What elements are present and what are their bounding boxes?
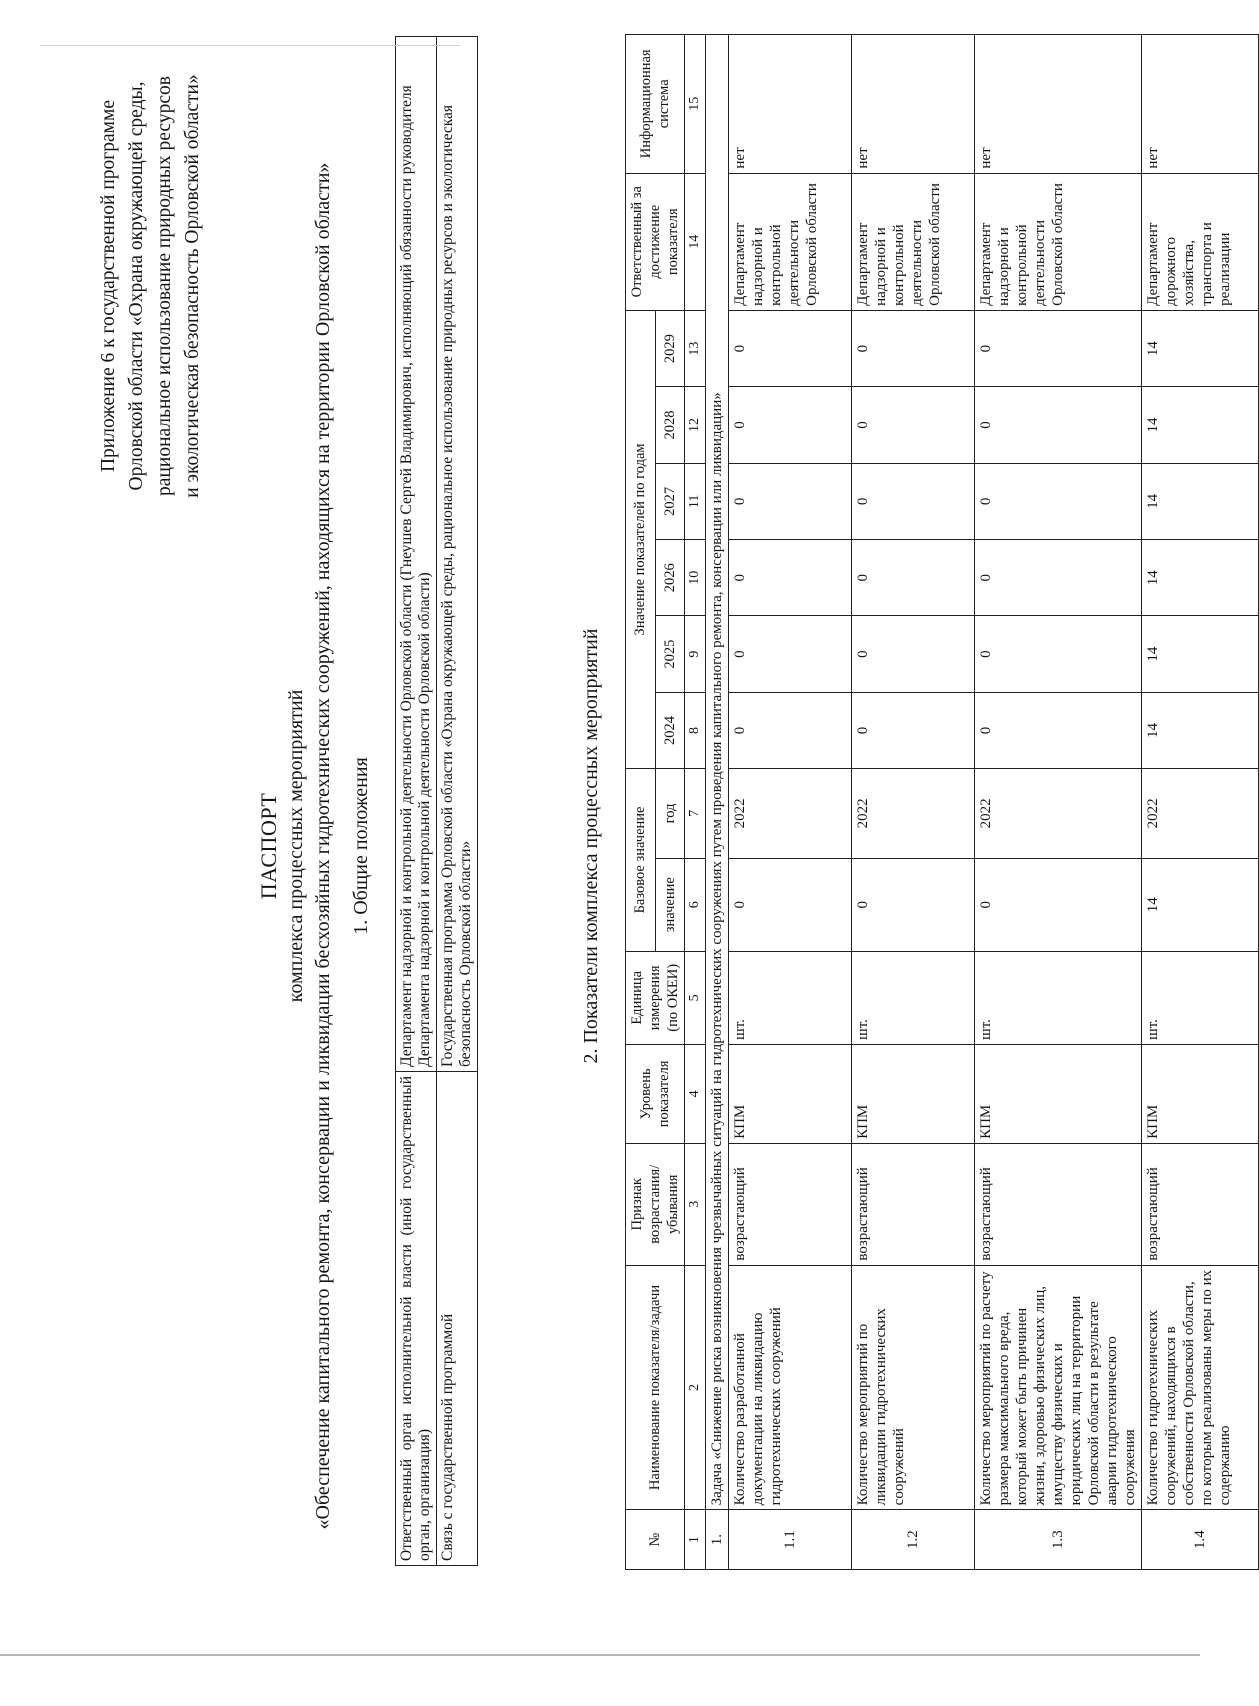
row-value: 0: [729, 310, 852, 386]
header-base-year: год: [655, 769, 685, 859]
row-info: нет: [975, 35, 1142, 174]
header-year: 2024: [655, 692, 685, 768]
column-index: 11: [685, 463, 706, 539]
row-value: 0: [852, 692, 975, 768]
general-info-table: [395, 36, 478, 1566]
section1-title: 1. Общие положения: [350, 757, 372, 935]
header-base: Базовое значение: [626, 769, 656, 952]
general-info-value: Департамент надзорной и контрольной деятельности Орловской области (Гнеушев Сергей Владимирович, исполняющий обязанности руководителя Департамента надзорной и контрольной деятельности Орловской области): [396, 37, 437, 1072]
row-value: 0: [852, 387, 975, 463]
row-value: 0: [975, 540, 1142, 616]
row-value: 0: [852, 463, 975, 539]
section2-title: 2. Показатели комплекса процессных мероприятий: [580, 628, 602, 1064]
indicators-table: [625, 34, 1259, 1570]
general-info-row: [437, 37, 478, 1566]
row-value: 0: [729, 616, 852, 692]
row-name: Количество мероприятий по ликвидации гидротехнических сооружений: [852, 1265, 975, 1510]
row-sign: возрастающий: [729, 1143, 852, 1265]
column-index: 2: [685, 1265, 706, 1510]
appendix-line: и экологическая безопасность Орловской области»: [182, 74, 203, 498]
row-name: Количество разработанной документации на ликвидацию гидротехнических сооружений: [729, 1265, 852, 1510]
row-unit: шт.: [852, 951, 975, 1044]
header-row: [626, 35, 656, 1570]
header-unit: Единица измерения (по ОКЕИ): [626, 951, 685, 1044]
column-index: 3: [685, 1143, 706, 1265]
row-num: 1.1: [729, 1510, 852, 1570]
document-page: [0, 26, 1233, 1666]
header-year: 2026: [655, 540, 685, 616]
row-value: 0: [975, 616, 1142, 692]
header-responsible: Ответственный за достижение показателя: [626, 173, 685, 310]
row-base-year: 2022: [852, 769, 975, 859]
column-index: 5: [685, 951, 706, 1044]
document-title: ПАСПОРТ: [256, 792, 281, 900]
task-text: Задача «Снижение риска возникновения чрезвычайных ситуаций на гидротехнических сооружениях путем проведения капитального ремонта, консервации или ликвидации»: [706, 35, 729, 1510]
row-info: нет: [852, 35, 975, 174]
row-sign: возрастающий: [852, 1143, 975, 1265]
general-info-label: Ответственный орган исполнительной власти (иной государственный орган, организация): [396, 1072, 437, 1566]
column-index-row: [685, 35, 706, 1570]
row-base-value: 14: [1142, 858, 1259, 951]
row-value: 0: [729, 540, 852, 616]
row-value: 14: [1142, 310, 1259, 386]
row-value: 0: [975, 692, 1142, 768]
row-responsible: Департамент дорожного хозяйства, транспорта и реализации: [1142, 173, 1259, 310]
header-base-value: значение: [655, 858, 685, 951]
header-year: 2027: [655, 463, 685, 539]
row-base-year: 2022: [729, 769, 852, 859]
row-info: нет: [729, 35, 852, 174]
row-base-year: 2022: [975, 769, 1142, 859]
row-level: КПМ: [852, 1044, 975, 1143]
row-value: 0: [852, 310, 975, 386]
row-value: 0: [729, 463, 852, 539]
row-value: 0: [975, 387, 1142, 463]
row-unit: шт.: [1142, 951, 1259, 1044]
row-level: КПМ: [975, 1044, 1142, 1143]
header-level: Уровень показателя: [626, 1044, 685, 1143]
row-level: КПМ: [1142, 1044, 1259, 1143]
column-index: 14: [685, 173, 706, 310]
general-info-value: Государственная программа Орловской области «Охрана окружающей среды, рациональное использование природных ресурсов и экологическая безопасность Орловской области»: [437, 37, 478, 1072]
header-year: 2028: [655, 387, 685, 463]
table-row: [852, 35, 975, 1570]
column-index: 8: [685, 692, 706, 768]
row-name: Количество гидротехнических сооружений, находящихся в собственности Орловской области, по которым реализованы меры по их содержанию: [1142, 1265, 1259, 1510]
row-unit: шт.: [729, 951, 852, 1044]
complex-name: «Обеспечение капитального ремонта, консервации и ликвидации бесхозяйных гидротехнических сооружений, находящихся на территории Орловской области»: [312, 162, 334, 1530]
column-index: 4: [685, 1044, 706, 1143]
column-index: 10: [685, 540, 706, 616]
column-index: 1: [685, 1510, 706, 1570]
appendix-line: рациональное использование природных ресурсов: [154, 76, 175, 496]
row-responsible: Департамент надзорной и контрольной деятельности Орловской области: [729, 173, 852, 310]
document-subtitle: комплекса процессных мероприятий: [285, 689, 307, 1003]
row-sign: возрастающий: [1142, 1143, 1259, 1265]
row-base-value: 0: [852, 858, 975, 951]
row-value: 0: [975, 463, 1142, 539]
header-name: Наименование показателя/задачи: [626, 1265, 685, 1510]
row-value: 14: [1142, 540, 1259, 616]
row-value: 0: [729, 692, 852, 768]
row-base-year: 2022: [1142, 769, 1259, 859]
title-block: [255, 26, 337, 1666]
table-row: [975, 35, 1142, 1570]
column-index: 9: [685, 616, 706, 692]
row-num: 1.4: [1142, 1510, 1259, 1570]
header-info: Информационная система: [626, 35, 685, 174]
column-index: 15: [685, 35, 706, 174]
header-year: 2025: [655, 616, 685, 692]
column-index: 6: [685, 858, 706, 951]
row-responsible: Департамент надзорной и контрольной деятельности Орловской области: [852, 173, 975, 310]
general-info-label: Связь с государственной программой: [437, 1072, 478, 1566]
table-row: [729, 35, 852, 1570]
task-row: [706, 35, 729, 1570]
row-level: КПМ: [729, 1044, 852, 1143]
header-year: 2029: [655, 310, 685, 386]
task-num: 1.: [706, 1510, 729, 1570]
row-value: 0: [975, 310, 1142, 386]
appendix-line: Приложение 6 к государственной программе: [98, 99, 119, 473]
row-value: 0: [729, 387, 852, 463]
table-row: [1142, 35, 1259, 1570]
header-years-group: Значение показателей по годам: [626, 310, 656, 768]
row-unit: шт.: [975, 951, 1142, 1044]
row-name: Количество мероприятий по расчету размера максимального вреда, который может быть причинен жизни, здоровью физических лиц, имуществу физических и юридических лиц на территории Орловской области в результате аварии гидротехнического сооружения: [975, 1265, 1142, 1510]
row-responsible: Департамент надзорной и контрольной деятельности Орловской области: [975, 173, 1142, 310]
appendix-note: [95, 36, 207, 536]
row-num: 1.2: [852, 1510, 975, 1570]
row-base-value: 0: [729, 858, 852, 951]
row-value: 14: [1142, 616, 1259, 692]
header-num: №: [626, 1510, 685, 1570]
row-value: 14: [1142, 387, 1259, 463]
row-value: 0: [852, 616, 975, 692]
row-value: 14: [1142, 692, 1259, 768]
row-base-value: 0: [975, 858, 1142, 951]
appendix-line: Орловской области «Охрана окружающей среды,: [126, 81, 147, 491]
column-index: 7: [685, 769, 706, 859]
general-info-row: [396, 37, 437, 1566]
header-sign: Признак возрастания/ убывания: [626, 1143, 685, 1265]
row-num: 1.3: [975, 1510, 1142, 1570]
row-value: 0: [852, 540, 975, 616]
row-value: 14: [1142, 463, 1259, 539]
row-info: нет: [1142, 35, 1259, 174]
row-sign: возрастающий: [975, 1143, 1142, 1265]
column-index: 13: [685, 310, 706, 386]
column-index: 12: [685, 387, 706, 463]
